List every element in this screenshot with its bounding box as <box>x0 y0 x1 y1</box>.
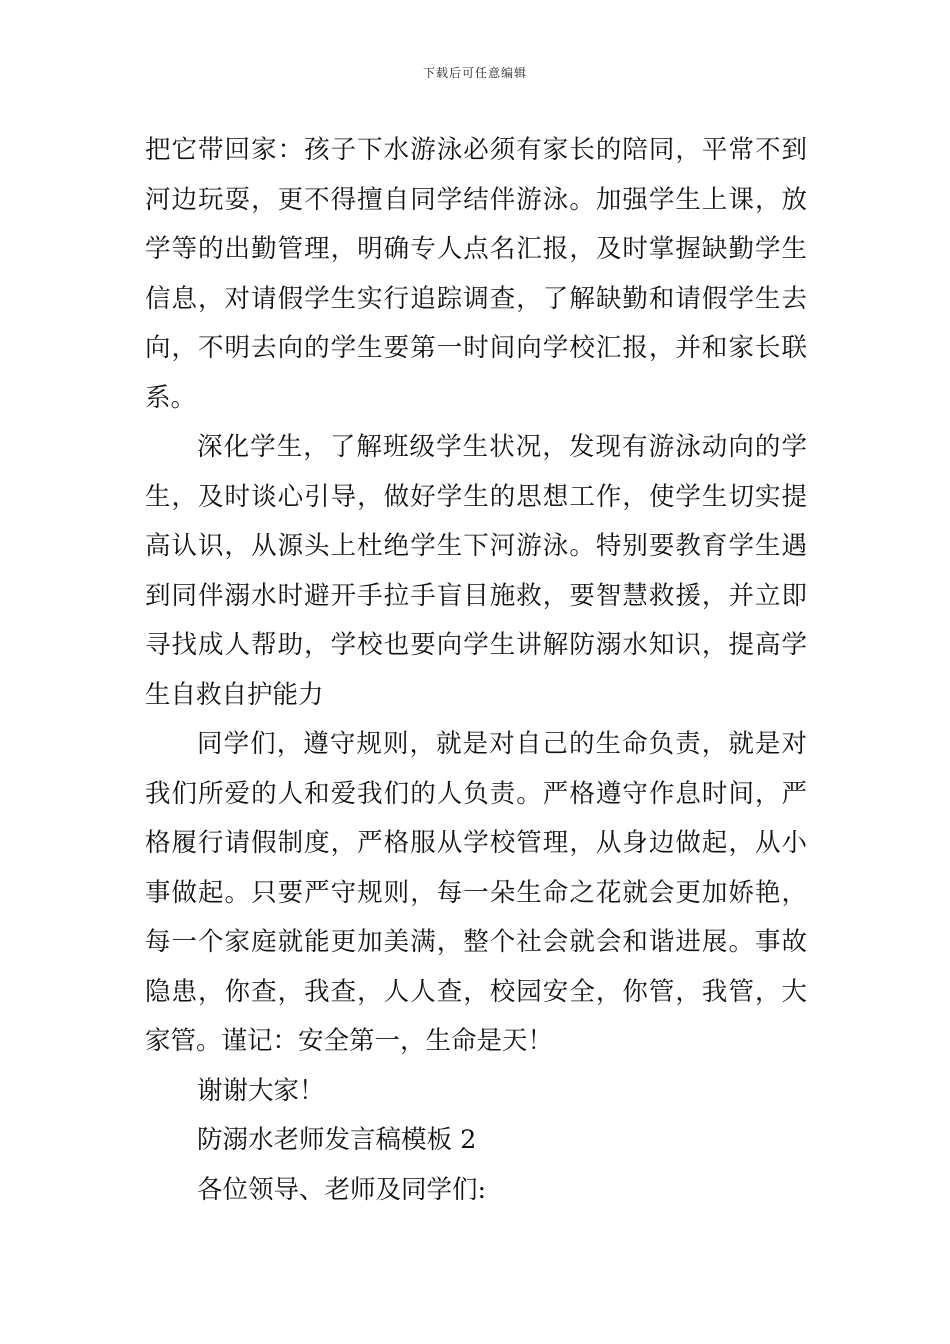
page-header-note: 下载后可任意编辑 <box>422 66 527 80</box>
paragraph-2-line-1: 深化学生，了解班级学生状况，发现有游泳动向的学 <box>197 432 807 462</box>
document-body <box>145 126 807 1215</box>
paragraph-2-line-5: 寻找成人帮助，学校也要向学生讲解防溺水知识，提高学 <box>145 630 807 660</box>
paragraph-3-line-5: 每一个家庭就能更加美满，整个社会就会和谐进展。事故 <box>145 927 807 957</box>
salutation-line: 各位领导、老师及同学们: <box>197 1174 487 1205</box>
thanks-line: 谢谢大家！ <box>197 1075 325 1106</box>
paragraph-2-line-2: 生，及时谈心引导，做好学生的思想工作，使学生切实提 <box>145 481 807 512</box>
paragraph-3-line-7: 家管。谨记：安全第一，生命是天！ <box>145 1026 554 1056</box>
paragraph-1-line-1: 把它带回家：孩子下水游泳必须有家长的陪同，平常不到 <box>145 135 807 165</box>
paragraph-1-line-3: 学等的出勤管理，明确专人点名汇报，及时掌握缺勤学生 <box>145 234 807 264</box>
paragraph-1-line-6: 系。 <box>145 382 197 413</box>
paragraph-2-line-6: 生自救自护能力 <box>145 679 324 710</box>
paragraph-2-line-3: 高认识，从源头上杜绝学生下河游泳。特别要教育学生遇 <box>145 531 807 561</box>
paragraph-2-line-4: 到同伴溺水时避开手拉手盲目施救，要智慧救援，并立即 <box>145 580 807 611</box>
paragraph-3-line-2: 我们所爱的人和爱我们的人负责。严格遵守作息时间，严 <box>145 778 807 809</box>
paragraph-3-line-3: 格履行请假制度，严格服从学校管理，从身边做起，从小 <box>145 828 807 858</box>
paragraph-1-line-4: 信息，对请假学生实行追踪调查，了解缺勤和请假学生去 <box>145 283 807 314</box>
paragraph-3-line-4: 事做起。只要严守规则，每一朵生命之花就会更加娇艳， <box>145 877 807 908</box>
paragraph-3-line-1: 同学们，遵守规则，就是对自己的生命负责，就是对 <box>197 729 807 759</box>
paragraph-1-line-2: 河边玩耍，更不得擅自同学结伴游泳。加强学生上课，放 <box>145 184 807 215</box>
section-title: 防溺水老师发言稿模板 2 <box>197 1125 477 1155</box>
paragraph-3-line-6: 隐患，你查，我查，人人查，校园安全，你管，我管，大 <box>145 976 807 1007</box>
paragraph-1-line-5: 向，不明去向的学生要第一时间向学校汇报，并和家长联 <box>145 333 807 363</box>
